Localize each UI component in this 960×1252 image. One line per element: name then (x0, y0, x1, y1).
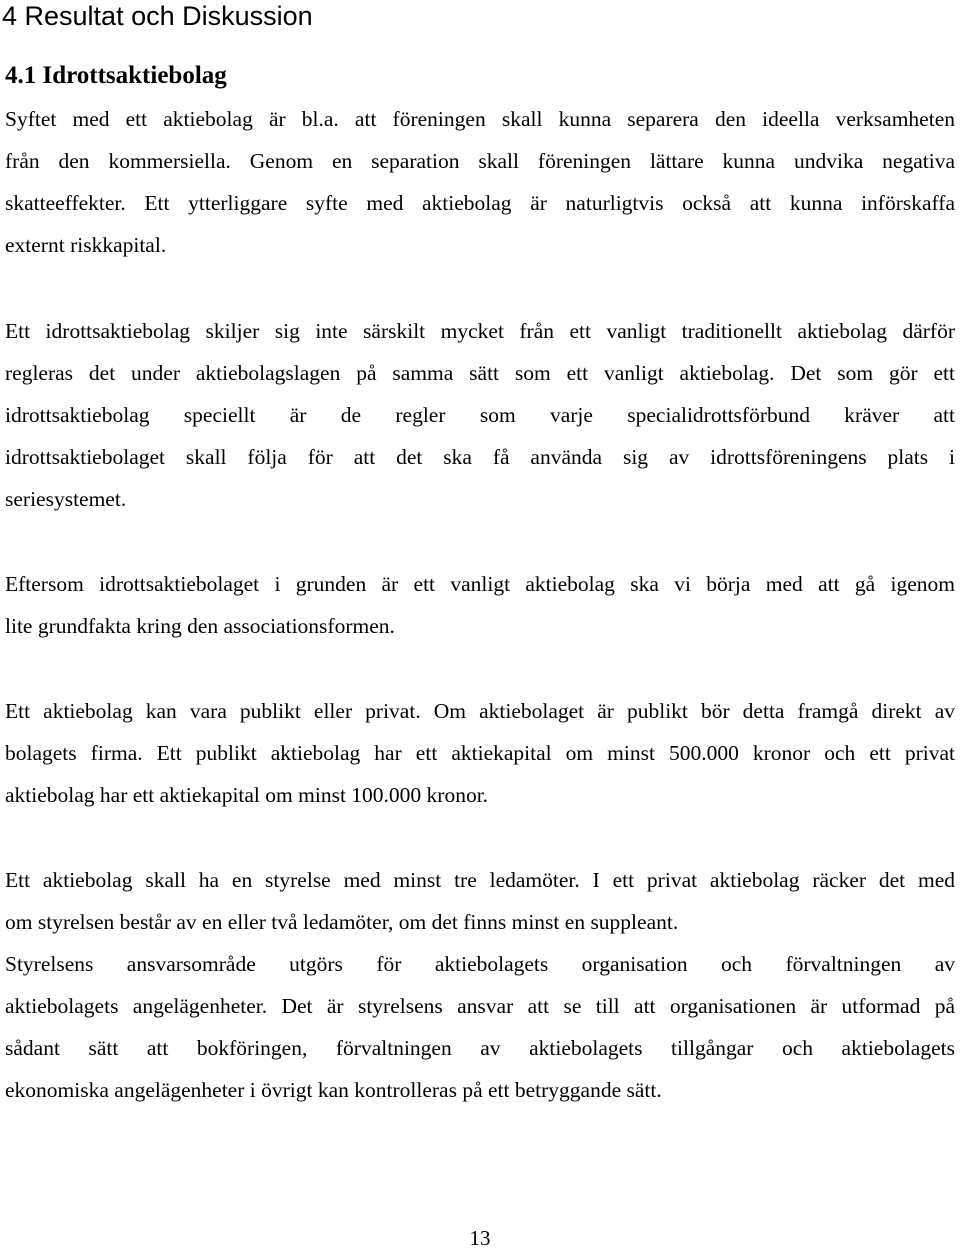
paragraph-line: sådant sätt att bokföringen, förvaltningen av aktiebolagets tillgångar och aktiebolagets (5, 1036, 955, 1060)
paragraph-line: om styrelsen består av en eller två ledamöter, om det finns minst en suppleant. (5, 910, 679, 934)
paragraph-line: idrottsaktiebolaget skall följa för att det ska få använda sig av idrottsföreningens plats i (5, 445, 955, 469)
paragraph-line: externt riskkapital. (5, 233, 167, 257)
paragraph-basics (5, 563, 955, 647)
paragraph-line: Syftet med ett aktiebolag är bl.a. att föreningen skall kunna separera den ideella verksamheten (5, 107, 955, 131)
paragraph-line: Ett idrottsaktiebolag skiljer sig inte särskilt mycket från ett vanligt traditionellt aktiebolag därför (5, 319, 955, 343)
paragraph-line: regleras det under aktiebolagslagen på samma sätt som ett vanligt aktiebolag. Det som gör ett (5, 361, 955, 385)
paragraph-line: skatteeffekter. Ett ytterliggare syfte med aktiebolag är naturligtvis också att kunna införskaffa (5, 191, 955, 215)
paragraph-line: Styrelsens ansvarsområde utgörs för aktiebolagets organisation och förvaltningen av (5, 952, 955, 976)
paragraph-line: Eftersom idrottsaktiebolaget i grunden är ett vanligt aktiebolag ska vi börja med att gå igenom (5, 572, 955, 596)
paragraph-line: lite grundfakta kring den associationsformen. (5, 614, 395, 638)
paragraph-difference (5, 310, 955, 520)
paragraph-purpose (5, 98, 955, 266)
paragraph-public-private (5, 690, 955, 816)
chapter-heading: 4 Resultat och Diskussion (2, 1, 313, 31)
paragraph-line: seriesystemet. (5, 487, 127, 511)
page-number: 13 (469, 1226, 491, 1250)
paragraph-line: Ett aktiebolag skall ha en styrelse med minst tre ledamöter. I ett privat aktiebolag räcker det med (5, 868, 955, 892)
section-heading: 4.1 Idrottsaktiebolag (5, 62, 227, 89)
paragraph-board (5, 859, 955, 943)
paragraph-line: från den kommersiella. Genom en separation skall föreningen lättare kunna undvika negativa (5, 149, 955, 173)
paragraph-line: aktiebolag har ett aktiekapital om minst 100.000 kronor. (5, 783, 489, 807)
paragraph-line: ekonomiska angelägenheter i övrigt kan kontrolleras på ett betryggande sätt. (5, 1078, 662, 1102)
paragraph-line: Ett aktiebolag kan vara publikt eller privat. Om aktiebolaget är publikt bör detta framgå direkt av (5, 699, 955, 723)
paragraph-line: aktiebolagets angelägenheter. Det är styrelsens ansvar att se till att organisationen är utformad på (5, 994, 955, 1018)
paragraph-line: bolagets firma. Ett publikt aktiebolag har ett aktiekapital om minst 500.000 kronor och ett privat (5, 741, 955, 765)
paragraph-board-responsibility (5, 943, 955, 1111)
paragraph-line: idrottsaktiebolag speciellt är de regler som varje specialidrottsförbund kräver att (5, 403, 955, 427)
